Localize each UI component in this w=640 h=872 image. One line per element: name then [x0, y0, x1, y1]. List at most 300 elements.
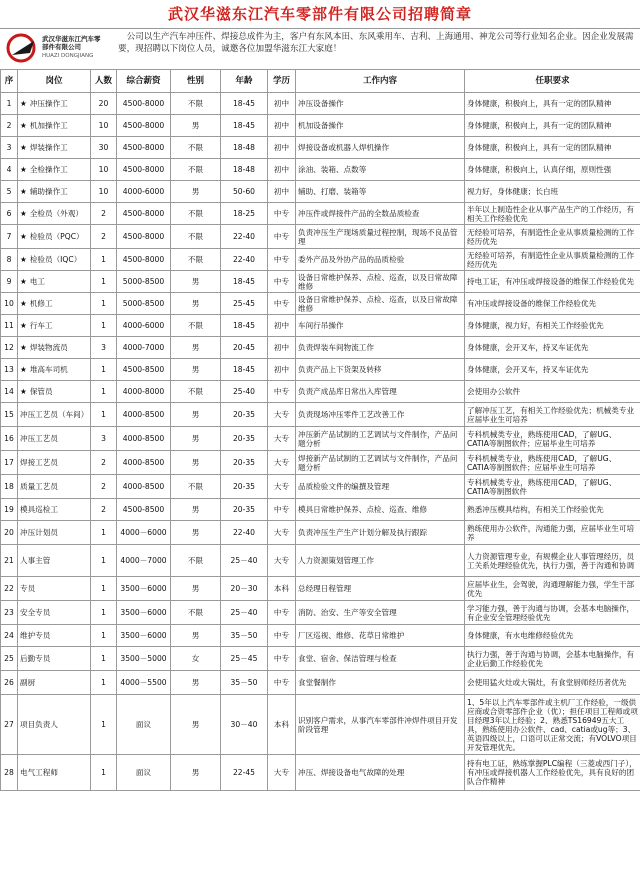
cell-salary [117, 755, 171, 791]
cell-edu [268, 755, 296, 791]
cell-req [465, 625, 640, 647]
cell-edu [268, 601, 296, 625]
star-icon: ★ [20, 343, 27, 352]
cell-req-text: 专科机械类专业，熟练使用CAD，了解UG、CATIA等制图软件 [467, 477, 617, 496]
col-gender-header: 性别 [171, 70, 221, 93]
cell-age-text: 18-45 [232, 99, 256, 108]
cell-count-text: 1 [101, 299, 106, 308]
cell-age [221, 475, 268, 499]
cell-edu [268, 137, 296, 159]
cell-count [91, 625, 117, 647]
table-row [1, 451, 640, 475]
cell-no-text: 5 [6, 187, 12, 196]
cell-req-text: 视力好，身体健康；长白班 [467, 187, 559, 196]
cell-post-text: 行车工 [29, 321, 53, 330]
cell-gender [171, 271, 221, 293]
cell-age [221, 403, 268, 427]
cell-req-text: 身体健康，积极向上，认真仔细，原则性强 [467, 165, 612, 174]
cell-edu [268, 249, 296, 271]
cell-post-text: 全检操作工 [29, 165, 68, 174]
cell-count [91, 249, 117, 271]
col-edu-header: 学历 [268, 70, 296, 93]
cell-salary-text: 4000-8500 [122, 434, 165, 443]
cell-count-text: 1 [101, 608, 106, 617]
cell-gender [171, 225, 221, 249]
cell-post [18, 601, 91, 625]
cell-req [465, 475, 640, 499]
cell-age-text: 25－40 [230, 556, 258, 565]
cell-salary [117, 403, 171, 427]
cell-salary-text: 3500－6000 [120, 631, 167, 640]
cell-duty-text: 冲压设备操作 [298, 99, 344, 108]
cell-count [91, 93, 117, 115]
col-post-header: 岗位 [18, 70, 91, 93]
cell-no-text: 13 [4, 365, 14, 374]
cell-edu [268, 545, 296, 577]
cell-no-text: 28 [4, 768, 14, 777]
cell-duty-text: 机加设备操作 [298, 121, 344, 130]
cell-count [91, 475, 117, 499]
cell-count [91, 695, 117, 755]
cell-duty-text: 车间行吊操作 [298, 321, 344, 330]
cell-age [221, 115, 268, 137]
cell-age-text: 25－45 [230, 654, 258, 663]
col-no-header: 序 [1, 70, 18, 93]
cell-edu-text: 初中 [273, 365, 290, 374]
cell-count [91, 293, 117, 315]
cell-post [18, 249, 91, 271]
table-row [1, 249, 640, 271]
cell-no [1, 577, 18, 601]
cell-gender-text: 男 [191, 187, 200, 196]
page-title: 武汉华滋东江汽车零部件有限公司招聘简章 [167, 5, 472, 23]
star-icon: ★ [20, 387, 27, 396]
cell-req-text: 专科机械类专业，熟练使用CAD，了解UG、CATIA等制图软件；应届毕业生可培养 [467, 453, 617, 472]
cell-req [465, 315, 640, 337]
star-icon: ★ [20, 232, 27, 241]
cell-post-text: 项目负责人 [20, 720, 58, 729]
cell-count [91, 499, 117, 521]
cell-gender-text: 不限 [187, 165, 204, 174]
col-salary-header: 综合薪资 [117, 70, 171, 93]
cell-salary [117, 451, 171, 475]
cell-edu [268, 499, 296, 521]
cell-post-text: 冲压操作工 [29, 99, 68, 108]
cell-duty-text: 设备日常维护保养、点检、巡查，以及日常故障维修 [298, 272, 458, 291]
cell-edu-text: 中专 [273, 631, 290, 640]
cell-edu-text: 大专 [273, 556, 290, 565]
table-row [1, 601, 640, 625]
cell-edu-text: 大专 [273, 528, 290, 537]
cell-no [1, 359, 18, 381]
cell-count [91, 545, 117, 577]
cell-duty [296, 601, 465, 625]
cell-duty-text: 涂油、装箱、点数等 [298, 165, 367, 174]
cell-duty-text: 冲压新产品试制的工艺调试与文件制作，产品问题分析 [298, 429, 458, 448]
cell-age-text: 25-40 [232, 387, 256, 396]
table-header-row [1, 70, 640, 93]
cell-no [1, 293, 18, 315]
cell-req-text: 1、5年以上汽车零部件或主机厂工作经验，一级供应商或合资零部件企业（优）；担任项目工程师或项目经理3年以上经验；2、熟悉TS16949五大工具，熟练使用办公软件、cad、catia或ug等；3、英语四级以上，口语可以正常交流；有VOLVO项目开发管理优先。 [467, 697, 638, 752]
cell-duty [296, 451, 465, 475]
cell-gender [171, 671, 221, 695]
cell-count-text: 1 [101, 584, 106, 593]
cell-no-text: 16 [4, 434, 14, 443]
cell-req [465, 451, 640, 475]
cell-count-text: 1 [101, 321, 106, 330]
cell-salary-text: 3500－5000 [120, 654, 167, 663]
cell-count-text: 1 [101, 528, 106, 537]
cell-post [18, 545, 91, 577]
cell-gender-text: 男 [191, 768, 200, 777]
star-icon: ★ [20, 165, 27, 174]
cell-post [18, 271, 91, 293]
table-row [1, 337, 640, 359]
star-icon: ★ [20, 209, 27, 218]
star-icon: ★ [20, 321, 27, 330]
table-row [1, 137, 640, 159]
cell-post [18, 337, 91, 359]
cell-age-text: 22-45 [232, 768, 256, 777]
cell-post-text: 副厨 [20, 678, 36, 687]
cell-edu [268, 577, 296, 601]
cell-gender-text: 不限 [187, 556, 204, 565]
cell-duty-text: 食堂、宿舍、保洁管理与检查 [298, 654, 397, 663]
cell-no-text: 23 [4, 608, 14, 617]
cell-edu-text: 大专 [273, 410, 290, 419]
cell-salary-text: 4500-8000 [122, 121, 165, 130]
cell-salary [117, 315, 171, 337]
cell-age-text: 20-35 [232, 434, 256, 443]
cell-edu-text: 初中 [273, 121, 290, 130]
cell-count-text: 10 [98, 165, 109, 174]
cell-salary-text: 4500-8500 [122, 505, 165, 514]
cell-count-text: 1 [101, 654, 106, 663]
cell-post [18, 577, 91, 601]
cell-salary-text: 4000-8000 [122, 387, 165, 396]
cell-edu [268, 93, 296, 115]
cell-edu [268, 293, 296, 315]
cell-salary [117, 159, 171, 181]
cell-req-text: 无经验可培养，有制造性企业从事质量检测的工作经历优先 [467, 227, 635, 246]
cell-gender-text: 男 [191, 458, 200, 467]
cell-req-text: 学习能力强，善于沟通与协调，会基本电脑操作，有企业安全管理经验优先 [467, 603, 635, 622]
cell-req-text: 身体健康，积极向上，具有一定的团队精神 [467, 99, 612, 108]
table-row [1, 499, 640, 521]
cell-count-text: 1 [101, 410, 106, 419]
cell-post-text: 模具巡检工 [20, 505, 58, 514]
col-duty-header: 工作内容 [296, 70, 465, 93]
cell-duty-text: 焊接新产品试制的工艺调试与文件制作，产品问题分析 [298, 453, 458, 472]
cell-no [1, 625, 18, 647]
cell-no-text: 2 [6, 121, 12, 130]
cell-edu-text: 中专 [273, 387, 290, 396]
table-row [1, 521, 640, 545]
table-row [1, 577, 640, 601]
cell-salary [117, 381, 171, 403]
cell-edu-text: 中专 [273, 505, 290, 514]
cell-gender-text: 男 [191, 410, 200, 419]
cell-req [465, 271, 640, 293]
cell-post [18, 755, 91, 791]
table-row [1, 159, 640, 181]
col-count-header: 人数 [91, 70, 117, 93]
cell-post-text: 专员 [20, 584, 36, 593]
cell-req [465, 695, 640, 755]
cell-no [1, 337, 18, 359]
cell-duty-text: 辅助、打磨、装箱等 [298, 187, 367, 196]
cell-duty-text: 总经理日程管理 [298, 584, 352, 593]
cell-no-text: 9 [6, 277, 12, 286]
table-row [1, 427, 640, 451]
cell-age [221, 427, 268, 451]
table-row [1, 271, 640, 293]
table-row [1, 359, 640, 381]
cell-salary [117, 647, 171, 671]
cell-duty [296, 293, 465, 315]
cell-age-text: 20-35 [232, 505, 256, 514]
table-row [1, 181, 640, 203]
cell-duty [296, 137, 465, 159]
cell-req-text: 无经验可培养，有制造性企业从事质量检测的工作经历优先 [467, 250, 635, 269]
cell-count-text: 10 [98, 121, 109, 130]
cell-post-text: 冲压工艺员（车间） [20, 410, 89, 419]
cell-gender [171, 249, 221, 271]
cell-count-text: 1 [101, 678, 106, 687]
cell-gender-text: 不限 [187, 255, 204, 264]
table-row [1, 671, 640, 695]
cell-gender-text: 男 [191, 678, 200, 687]
cell-req [465, 577, 640, 601]
cell-age-text: 20-45 [232, 343, 256, 352]
cell-salary [117, 695, 171, 755]
cell-req [465, 137, 640, 159]
cell-edu [268, 225, 296, 249]
table-row [1, 381, 640, 403]
cell-no [1, 451, 18, 475]
logo-text-cn: 武汉华滋东江汽车零部件有限公司 [42, 35, 101, 51]
cell-age [221, 381, 268, 403]
cell-age [221, 337, 268, 359]
cell-edu-text: 中专 [273, 255, 290, 264]
table-row [1, 545, 640, 577]
cell-post [18, 159, 91, 181]
cell-req-text: 身体健康，会开叉车，持叉车证优先 [467, 365, 589, 374]
cell-gender-text: 男 [191, 584, 200, 593]
cell-duty-text: 委外产品及外协产品的品质检验 [298, 255, 405, 264]
cell-post [18, 137, 91, 159]
star-icon: ★ [20, 121, 27, 130]
cell-salary [117, 93, 171, 115]
cell-duty-text: 负责产品上下货架及转移 [298, 365, 382, 374]
cell-gender-text: 不限 [187, 321, 204, 330]
col-req-header: 任职要求 [465, 70, 640, 93]
cell-duty [296, 315, 465, 337]
cell-age [221, 159, 268, 181]
cell-req [465, 249, 640, 271]
cell-no [1, 671, 18, 695]
cell-gender-text: 男 [191, 299, 200, 308]
cell-count [91, 521, 117, 545]
cell-gender-text: 男 [191, 720, 200, 729]
cell-duty [296, 359, 465, 381]
cell-gender [171, 115, 221, 137]
cell-duty [296, 93, 465, 115]
cell-gender [171, 381, 221, 403]
cell-no-text: 27 [4, 720, 14, 729]
cell-req-text: 身体健康，视力好，有相关工作经验优先 [467, 321, 604, 330]
cell-duty [296, 695, 465, 755]
cell-count-text: 2 [101, 505, 106, 514]
cell-no-text: 12 [4, 343, 14, 352]
cell-age [221, 625, 268, 647]
cell-age-text: 35－50 [230, 678, 258, 687]
cell-post [18, 475, 91, 499]
table-row [1, 315, 640, 337]
cell-post-text: 电气工程师 [20, 768, 58, 777]
cell-req [465, 427, 640, 451]
cell-no [1, 271, 18, 293]
cell-no [1, 695, 18, 755]
cell-post-text: 人事主管 [20, 556, 51, 565]
cell-age [221, 203, 268, 225]
cell-duty [296, 381, 465, 403]
cell-no [1, 499, 18, 521]
cell-count [91, 427, 117, 451]
cell-edu-text: 初中 [273, 143, 290, 152]
cell-gender-text: 不限 [187, 143, 204, 152]
cell-salary [117, 293, 171, 315]
cell-req-text: 有冲压或焊接设备的维保工作经验优先 [467, 299, 597, 308]
cell-duty-text: 设备日常维护保养、点检、巡查，以及日常故障维修 [298, 294, 458, 313]
cell-age-text: 20-35 [232, 410, 256, 419]
star-icon: ★ [20, 277, 27, 286]
cell-edu [268, 451, 296, 475]
cell-no [1, 115, 18, 137]
cell-no [1, 545, 18, 577]
cell-age [221, 315, 268, 337]
cell-req [465, 381, 640, 403]
cell-duty-text: 冲压件或焊接件产品的全数品质检查 [298, 209, 420, 218]
cell-gender [171, 137, 221, 159]
cell-salary [117, 181, 171, 203]
cell-req [465, 159, 640, 181]
cell-edu-text: 中专 [273, 654, 290, 663]
cell-age [221, 451, 268, 475]
cell-count-text: 3 [101, 434, 106, 443]
cell-age-text: 22-40 [232, 232, 256, 241]
cell-edu [268, 381, 296, 403]
cell-req [465, 203, 640, 225]
table-row [1, 755, 640, 791]
cell-gender-text: 男 [191, 365, 200, 374]
cell-post [18, 315, 91, 337]
cell-salary [117, 427, 171, 451]
cell-age-text: 18-25 [232, 209, 256, 218]
cell-gender [171, 159, 221, 181]
cell-salary-text: 3500－6000 [120, 608, 167, 617]
cell-req-text: 会使用猛火灶或大锅灶，有食堂厨师经历者优先 [467, 678, 627, 687]
cell-gender [171, 315, 221, 337]
cell-edu-text: 初中 [273, 165, 290, 174]
cell-edu-text: 本科 [273, 720, 290, 729]
cell-no-text: 3 [6, 143, 12, 152]
cell-req [465, 403, 640, 427]
cell-salary-text: 4000-8500 [122, 410, 165, 419]
cell-duty-text: 消防、治安、生产等安全管理 [298, 608, 397, 617]
cell-post [18, 359, 91, 381]
cell-post-text: 检验员（PQC） [29, 232, 84, 241]
cell-edu [268, 181, 296, 203]
cell-post-text: 辅助操作工 [29, 187, 68, 196]
cell-no-text: 15 [4, 410, 14, 419]
cell-count-text: 10 [98, 187, 109, 196]
cell-duty-text: 负责冲压生产现场质量过程控制，现场不良品管理 [298, 227, 458, 246]
cell-count [91, 137, 117, 159]
cell-no-text: 10 [4, 299, 14, 308]
cell-no [1, 181, 18, 203]
cell-count-text: 1 [101, 365, 106, 374]
logo-mark-icon [6, 33, 40, 63]
cell-edu-text: 中专 [273, 209, 290, 218]
cell-gender-text: 男 [191, 121, 200, 130]
table-row [1, 647, 640, 671]
cell-no [1, 225, 18, 249]
table-row [1, 203, 640, 225]
cell-post [18, 293, 91, 315]
cell-count-text: 2 [101, 232, 106, 241]
cell-count [91, 159, 117, 181]
cell-edu [268, 271, 296, 293]
cell-no [1, 203, 18, 225]
cell-age [221, 695, 268, 755]
cell-req [465, 181, 640, 203]
cell-duty [296, 545, 465, 577]
cell-post [18, 381, 91, 403]
star-icon: ★ [20, 299, 27, 308]
cell-no-text: 1 [6, 99, 12, 108]
cell-gender [171, 545, 221, 577]
cell-count [91, 403, 117, 427]
cell-age [221, 671, 268, 695]
cell-edu [268, 115, 296, 137]
cell-edu [268, 695, 296, 755]
cell-gender [171, 475, 221, 499]
cell-no-text: 11 [4, 321, 14, 330]
cell-duty-text: 品质检验文件的编撰及管理 [298, 482, 390, 491]
cell-salary-text: 4000－7000 [120, 556, 167, 565]
table-row [1, 115, 640, 137]
cell-post-text: 焊装操作工 [29, 143, 68, 152]
cell-edu-text: 大专 [273, 482, 290, 491]
cell-age-text: 18-45 [232, 277, 256, 286]
cell-post-text: 安全专员 [20, 608, 51, 617]
cell-post [18, 671, 91, 695]
cell-no-text: 4 [6, 165, 12, 174]
cell-count [91, 203, 117, 225]
cell-gender [171, 93, 221, 115]
cell-salary-text: 5000-8500 [122, 299, 165, 308]
cell-age-text: 50-60 [232, 187, 256, 196]
cell-count [91, 315, 117, 337]
cell-no-text: 25 [4, 654, 14, 663]
cell-count [91, 755, 117, 791]
cell-edu [268, 427, 296, 451]
cell-age-text: 25-45 [232, 299, 256, 308]
cell-age [221, 499, 268, 521]
cell-duty [296, 337, 465, 359]
cell-gender [171, 601, 221, 625]
